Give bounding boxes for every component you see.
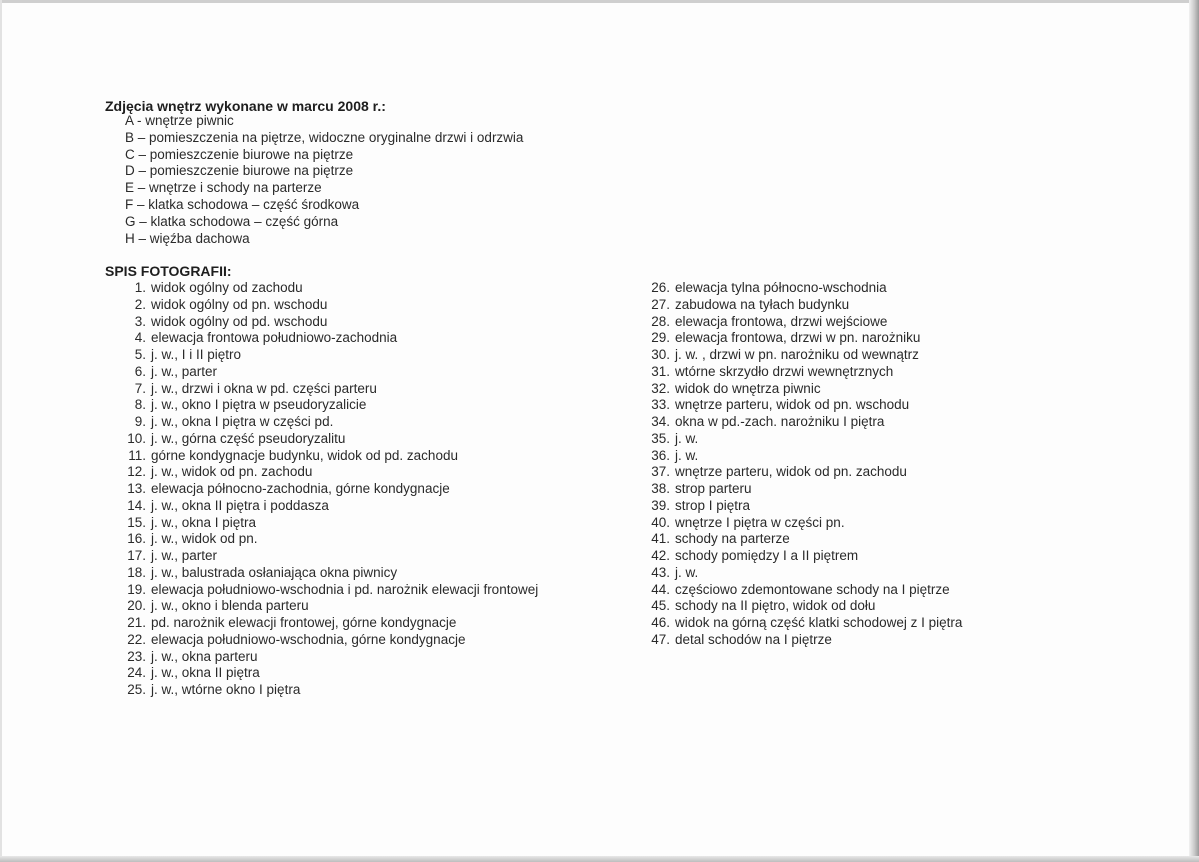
photo-description: wtórne skrzydło drzwi wewnętrznych bbox=[675, 363, 894, 379]
photo-description: wnętrze I piętra w części pn. bbox=[675, 514, 845, 530]
photo-number: 21. bbox=[127, 615, 146, 630]
photo-list-item bbox=[118, 364, 538, 381]
photo-list-item bbox=[640, 431, 962, 448]
photo-description: widok na górną część klatki schodowej z I piętra bbox=[675, 615, 963, 630]
photo-number: 16. bbox=[127, 531, 146, 547]
photo-description: j. w., okna II piętra i poddasza bbox=[151, 497, 329, 513]
photo-number: 30. bbox=[651, 347, 670, 362]
legend-item: F – klatka schodowa – część środkowa bbox=[125, 196, 360, 212]
photo-list-item bbox=[118, 665, 538, 682]
interior-photos-legend bbox=[125, 113, 523, 247]
photo-number: 25. bbox=[127, 682, 146, 697]
photo-list-item bbox=[640, 347, 962, 364]
photo-description: strop I piętra bbox=[675, 497, 751, 513]
photo-number: 37. bbox=[651, 464, 670, 480]
photo-list-item bbox=[118, 347, 538, 364]
photo-description: j. w. , drzwi w pn. narożniku od wewnątrz bbox=[675, 347, 919, 362]
photo-number: 18. bbox=[127, 564, 146, 580]
scan-edge-bottom bbox=[0, 856, 1199, 862]
photo-description: j. w., parter bbox=[151, 548, 218, 563]
photo-list-item bbox=[118, 414, 538, 431]
photo-list-item bbox=[118, 632, 538, 649]
photo-description: strop parteru bbox=[675, 481, 752, 496]
photo-list-item bbox=[640, 414, 962, 431]
photo-description: częściowo zdemontowane schody na I piętrze bbox=[675, 581, 950, 597]
photo-list-item bbox=[118, 280, 538, 297]
photo-list-item bbox=[640, 548, 962, 565]
photo-description: elewacja frontowa, drzwi w pn. narożniku bbox=[675, 330, 921, 346]
photo-number: 46. bbox=[651, 615, 670, 630]
scan-edge-right bbox=[1189, 0, 1199, 862]
photo-description: schody na II piętro, widok od dołu bbox=[675, 598, 876, 614]
photo-number: 29. bbox=[651, 330, 670, 346]
photo-number: 42. bbox=[651, 548, 670, 563]
photo-list-item bbox=[118, 582, 538, 599]
photo-number: 8. bbox=[134, 397, 146, 413]
photo-list-item bbox=[640, 464, 962, 481]
photo-list-item bbox=[118, 615, 538, 632]
photo-description: j. w., okno i blenda parteru bbox=[151, 598, 309, 614]
photo-description: elewacja frontowa, drzwi wejściowe bbox=[675, 313, 888, 329]
photo-list-left-column bbox=[118, 280, 538, 699]
photo-number: 35. bbox=[651, 430, 670, 446]
photo-list-item bbox=[640, 615, 962, 632]
legend-item: A - wnętrze piwnic bbox=[125, 113, 234, 128]
photo-number: 47. bbox=[651, 631, 670, 647]
photo-description: j. w., górna część pseudoryzalitu bbox=[151, 430, 346, 446]
photo-number: 5. bbox=[134, 347, 146, 362]
photo-list-item bbox=[640, 314, 962, 331]
photo-description: j. w., okna parteru bbox=[151, 648, 258, 664]
photo-description: elewacja północno-zachodnia, górne kondygnacje bbox=[151, 481, 450, 496]
photo-list-item bbox=[118, 464, 538, 481]
photo-list-item bbox=[118, 431, 538, 448]
legend-item: G – klatka schodowa – część górna bbox=[125, 213, 339, 229]
photo-number: 44. bbox=[651, 581, 670, 597]
legend-item: E – wnętrze i schody na parterze bbox=[125, 180, 322, 196]
photo-description: pd. narożnik elewacji frontowej, górne kondygnacje bbox=[151, 615, 457, 630]
photo-number: 9. bbox=[134, 414, 146, 429]
photo-number: 39. bbox=[651, 497, 670, 513]
photo-description: j. w., okna I piętra w części pd. bbox=[151, 414, 334, 429]
photo-list-item bbox=[118, 565, 538, 582]
photo-number: 33. bbox=[651, 397, 670, 413]
photo-list-item bbox=[118, 548, 538, 565]
photo-list-item bbox=[640, 632, 962, 649]
photo-description: elewacja tylna północno-wschodnia bbox=[675, 280, 887, 295]
photo-list-item bbox=[640, 565, 962, 582]
photo-description: schody pomiędzy I a II piętrem bbox=[675, 548, 859, 563]
photo-description: j. w., drzwi i okna w pd. części parteru bbox=[151, 380, 377, 396]
photo-number: 13. bbox=[127, 481, 146, 496]
photo-list-item bbox=[118, 448, 538, 465]
photo-description: j. w., balustrada osłaniająca okna piwnicy bbox=[151, 564, 398, 580]
photo-description: j. w., okna I piętra bbox=[151, 514, 257, 530]
photo-list-item bbox=[118, 649, 538, 666]
photo-list-item bbox=[640, 515, 962, 532]
photo-description: j. w. bbox=[675, 564, 699, 580]
photo-number: 28. bbox=[651, 313, 670, 329]
scan-edge-left bbox=[0, 0, 2, 862]
photo-list-heading: SPIS FOTOGRAFII: bbox=[105, 263, 232, 279]
photo-list-item bbox=[118, 682, 538, 699]
photo-description: detal schodów na I piętrze bbox=[675, 631, 832, 647]
scan-edge-top bbox=[0, 0, 1199, 3]
photo-description: schody na parterze bbox=[675, 531, 790, 547]
photo-list-item bbox=[118, 598, 538, 615]
photo-number: 27. bbox=[651, 296, 670, 312]
photo-list-item bbox=[118, 515, 538, 532]
legend-item: H – więźba dachowa bbox=[125, 230, 250, 246]
photo-list-item bbox=[118, 314, 538, 331]
legend-item: B – pomieszczenia na piętrze, widoczne oryginalne drzwi i odrzwia bbox=[125, 129, 524, 145]
photo-number: 40. bbox=[651, 514, 670, 530]
photo-list-item bbox=[640, 481, 962, 498]
photo-list-item bbox=[640, 531, 962, 548]
photo-number: 32. bbox=[651, 380, 670, 396]
photo-number: 31. bbox=[651, 363, 670, 379]
photo-description: górne kondygnacje budynku, widok od pd. zachodu bbox=[151, 447, 458, 463]
photo-list-item bbox=[640, 381, 962, 398]
photo-description: wnętrze parteru, widok od pn. zachodu bbox=[675, 464, 907, 480]
photo-list-item bbox=[118, 531, 538, 548]
photo-number: 7. bbox=[134, 380, 146, 396]
photo-description: j. w., okna II piętra bbox=[151, 665, 260, 681]
photo-number: 34. bbox=[651, 414, 670, 429]
photo-list-item bbox=[640, 397, 962, 414]
photo-description: widok ogólny od zachodu bbox=[151, 280, 303, 295]
photo-number: 4. bbox=[134, 330, 146, 346]
photo-number: 19. bbox=[127, 581, 146, 597]
photo-number: 45. bbox=[651, 598, 670, 614]
photo-number: 23. bbox=[127, 648, 146, 664]
photo-list-item bbox=[118, 297, 538, 314]
photo-description: elewacja południowo-wschodnia i pd. narożnik elewacji frontowej bbox=[151, 581, 539, 597]
photo-number: 22. bbox=[127, 631, 146, 647]
photo-list-item bbox=[640, 280, 962, 297]
photo-description: widok ogólny od pd. wschodu bbox=[151, 313, 328, 329]
photo-list-item bbox=[640, 598, 962, 615]
photo-list-item bbox=[118, 498, 538, 515]
photo-list-right-column bbox=[640, 280, 962, 649]
photo-number: 20. bbox=[127, 598, 146, 614]
photo-description: wnętrze parteru, widok od pn. wschodu bbox=[675, 397, 910, 413]
photo-number: 6. bbox=[134, 363, 146, 379]
photo-number: 36. bbox=[651, 447, 670, 463]
photo-number: 3. bbox=[134, 313, 146, 329]
photo-number: 26. bbox=[651, 280, 670, 295]
photo-description: elewacja południowo-wschodnia, górne kondygnacje bbox=[151, 631, 466, 647]
photo-description: j. w. bbox=[675, 430, 699, 446]
photo-number: 38. bbox=[651, 481, 670, 496]
photo-number: 41. bbox=[651, 531, 670, 547]
photo-description: okna w pd.-zach. narożniku I piętra bbox=[675, 414, 885, 429]
photo-list-item bbox=[118, 481, 538, 498]
photo-list-item bbox=[640, 364, 962, 381]
photo-list-item bbox=[640, 448, 962, 465]
photo-number: 14. bbox=[127, 497, 146, 513]
photo-description: j. w., I i II piętro bbox=[151, 347, 242, 362]
photo-description: elewacja frontowa południowo-zachodnia bbox=[151, 330, 398, 346]
photo-number: 15. bbox=[127, 514, 146, 530]
photo-description: j. w., widok od pn. zachodu bbox=[151, 464, 313, 480]
photo-description: j. w. bbox=[675, 447, 699, 463]
photo-description: zabudowa na tyłach budynku bbox=[675, 296, 850, 312]
photo-list-item bbox=[118, 381, 538, 398]
photo-description: widok do wnętrza piwnic bbox=[675, 380, 821, 396]
legend-item: D – pomieszczenie biurowe na piętrze bbox=[125, 163, 354, 179]
photo-description: j. w., okno I piętra w pseudoryzalicie bbox=[151, 397, 367, 413]
photo-number: 2. bbox=[134, 296, 146, 312]
photo-number: 24. bbox=[127, 665, 146, 681]
photo-description: widok ogólny od pn. wschodu bbox=[151, 296, 328, 312]
photo-list-item bbox=[118, 330, 538, 347]
photo-description: j. w., widok od pn. bbox=[151, 531, 258, 547]
photo-list-item bbox=[640, 498, 962, 515]
legend-item: C – pomieszczenie biurowe na piętrze bbox=[125, 146, 354, 162]
photo-description: j. w., parter bbox=[151, 363, 218, 379]
photo-number: 43. bbox=[651, 564, 670, 580]
photo-list-item bbox=[640, 582, 962, 599]
photo-list-item bbox=[118, 397, 538, 414]
photo-number: 1. bbox=[134, 280, 146, 295]
interior-photos-heading: Zdjęcia wnętrz wykonane w marcu 2008 r.: bbox=[105, 98, 386, 114]
photo-number: 10. bbox=[127, 430, 146, 446]
photo-list-item bbox=[640, 330, 962, 347]
photo-description: j. w., wtórne okno I piętra bbox=[151, 682, 301, 697]
photo-number: 11. bbox=[128, 447, 146, 463]
photo-number: 12. bbox=[127, 464, 146, 480]
photo-number: 17. bbox=[127, 548, 146, 563]
photo-list-item bbox=[640, 297, 962, 314]
